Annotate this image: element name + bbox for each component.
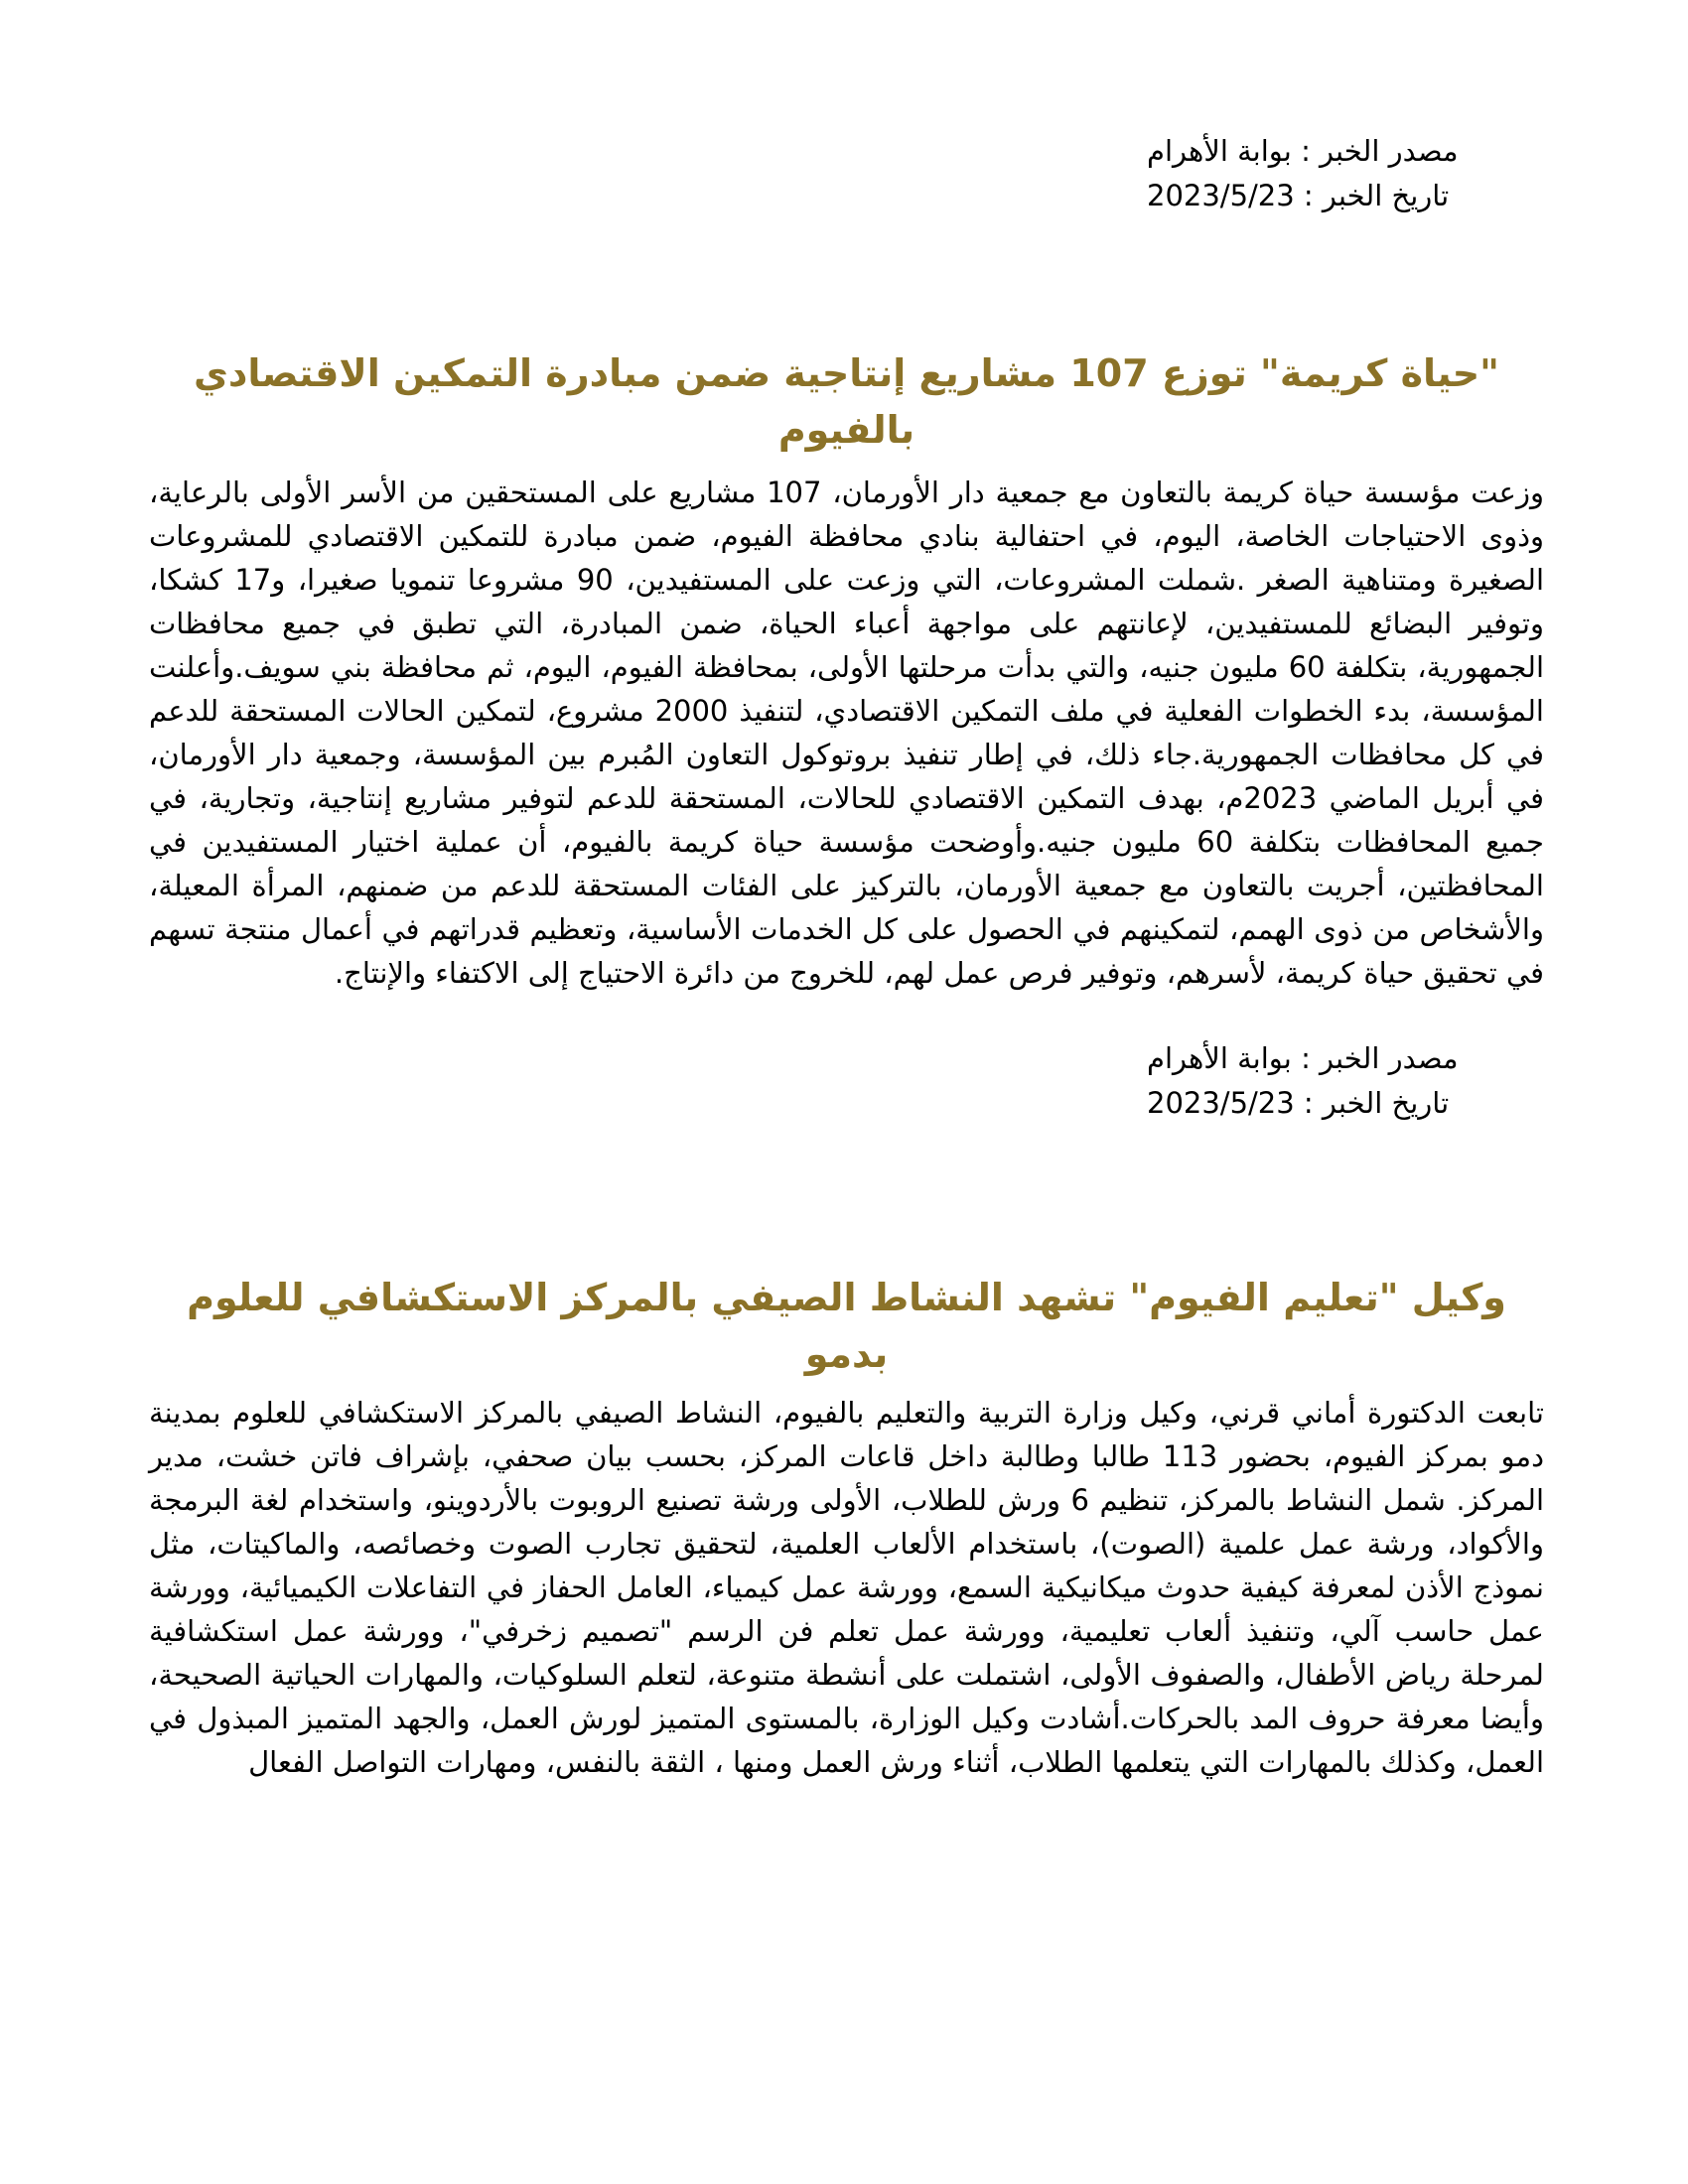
news-source-line: مصدر الخبر : بوابة الأهرام xyxy=(1147,134,1459,168)
article-2 xyxy=(149,1036,1544,1784)
article-2-meta xyxy=(1147,1036,1544,1126)
news-date-line: تاريخ الخبر : 2023/5/23 xyxy=(1147,1086,1450,1120)
article-title: "حياة كريمة" توزع 107 مشاريع إنتاجية ضمن مبادرة التمكين الاقتصادي بالفيوم xyxy=(194,351,1499,452)
article-1 xyxy=(149,129,1544,995)
news-date-line: تاريخ الخبر : 2023/5/23 xyxy=(1147,179,1450,212)
article-body: تابعت الدكتورة أماني قرني، وكيل وزارة التربية والتعليم بالفيوم، النشاط الصيفي بالمركز الاستكشافي للعلوم بمدينة دمو بمركز الفيوم، بحضور 113 طالبا وطالبة داخل قاعات المركز، بحسب بيان صحفي، بإشراف فاتن خشت، مدير المركز. شمل النشاط بالمركز، تنظيم 6 ورش للطلاب، الأولى ورشة تصنيع الروبوت بالأردوينو، واستخدام لغة البرمجة والأكواد، ورشة عمل علمية (الصوت)، باستخدام الألعاب العلمية، لتحقيق تجارب الصوت وخصائصه، والماكيتات، مثل نموذج الأذن لمعرفة كيفية حدوث ميكانيكية السمع، وورشة عمل كيمياء، العامل الحفاز في التفاعلات الكيميائية، وورشة عمل حاسب آلي، وتنفيذ ألعاب تعليمية، وورشة عمل تعلم فن الرسم "تصميم زخرفي"، وورشة عمل استكشافية لمرحلة رياض الأطفال، والصفوف الأولى، اشتملت على أنشطة متنوعة، لتعلم السلوكيات، والمهارات الحياتية الصحيحة، وأيضا معرفة حروف المد بالحركات.أشادت وكيل الوزارة، بالمستوى المتميز لورش العمل، والجهد المتميز المبذول في العمل، وكذلك بالمهارات التي يتعلمها الطلاب، أثناء ورش العمل ومنها ، الثقة بالنفس، ومهارات التواصل الفعال xyxy=(149,1396,1544,1779)
article-title: وكيل "تعليم الفيوم" تشهد النشاط الصيفي بالمركز الاستكشافي للعلوم بدمو xyxy=(187,1276,1506,1376)
article-1-meta xyxy=(1147,129,1544,218)
news-source-line: مصدر الخبر : بوابة الأهرام xyxy=(1147,1041,1459,1075)
article-body: وزعت مؤسسة حياة كريمة بالتعاون مع جمعية دار الأورمان، 107 مشاريع على المستحقين من الأسر الأولى بالرعاية، وذوى الاحتياجات الخاصة، اليوم، في احتفالية بنادي محافظة الفيوم، ضمن مبادرة للتمكين الاقتصادي للمشروعات الصغيرة ومتناهية الصغر .شملت المشروعات، التي وزعت على المستفيدين، 90 مشروعا تنمويا صغيرا، و17 كشكا، وتوفير البضائع للمستفيدين، لإعانتهم على مواجهة أعباء الحياة، ضمن المبادرة، التي تطبق في جميع محافظات الجمهورية، بتكلفة 60 مليون جنيه، والتي بدأت مرحلتها الأولى، بمحافظة الفيوم، اليوم، ثم محافظة بني سويف.وأعلنت المؤسسة، بدء الخطوات الفعلية في ملف التمكين الاقتصادي، لتنفيذ 2000 مشروع، لتمكين الحالات المستحقة للدعم في كل محافظات الجمهورية.جاء ذلك، في إطار تنفيذ بروتوكول التعاون المُبرم بين المؤسسة، وجمعية دار الأورمان، في أبريل الماضي 2023م، بهدف التمكين الاقتصادي للحالات، المستحقة للدعم لتوفير مشاريع إنتاجية، وتجارية، في جميع المحافظات بتكلفة 60 مليون جنيه.وأوضحت مؤسسة حياة كريمة بالفيوم، أن عملية اختيار المستفيدين في المحافظتين، أجريت بالتعاون مع جمعية الأورمان، بالتركيز على الفئات المستحقة للدعم من ضمنهم، المرأة المعيلة، والأشخاص من ذوى الهمم، لتمكينهم في الحصول على كل الخدمات الأساسية، وتعظيم قدراتهم في أعمال منتجة تسهم في تحقيق حياة كريمة، لأسرهم، وتوفير فرص عمل لهم، للخروج من دائرة الاحتياج إلى الاكتفاء والإنتاج. xyxy=(149,476,1545,990)
